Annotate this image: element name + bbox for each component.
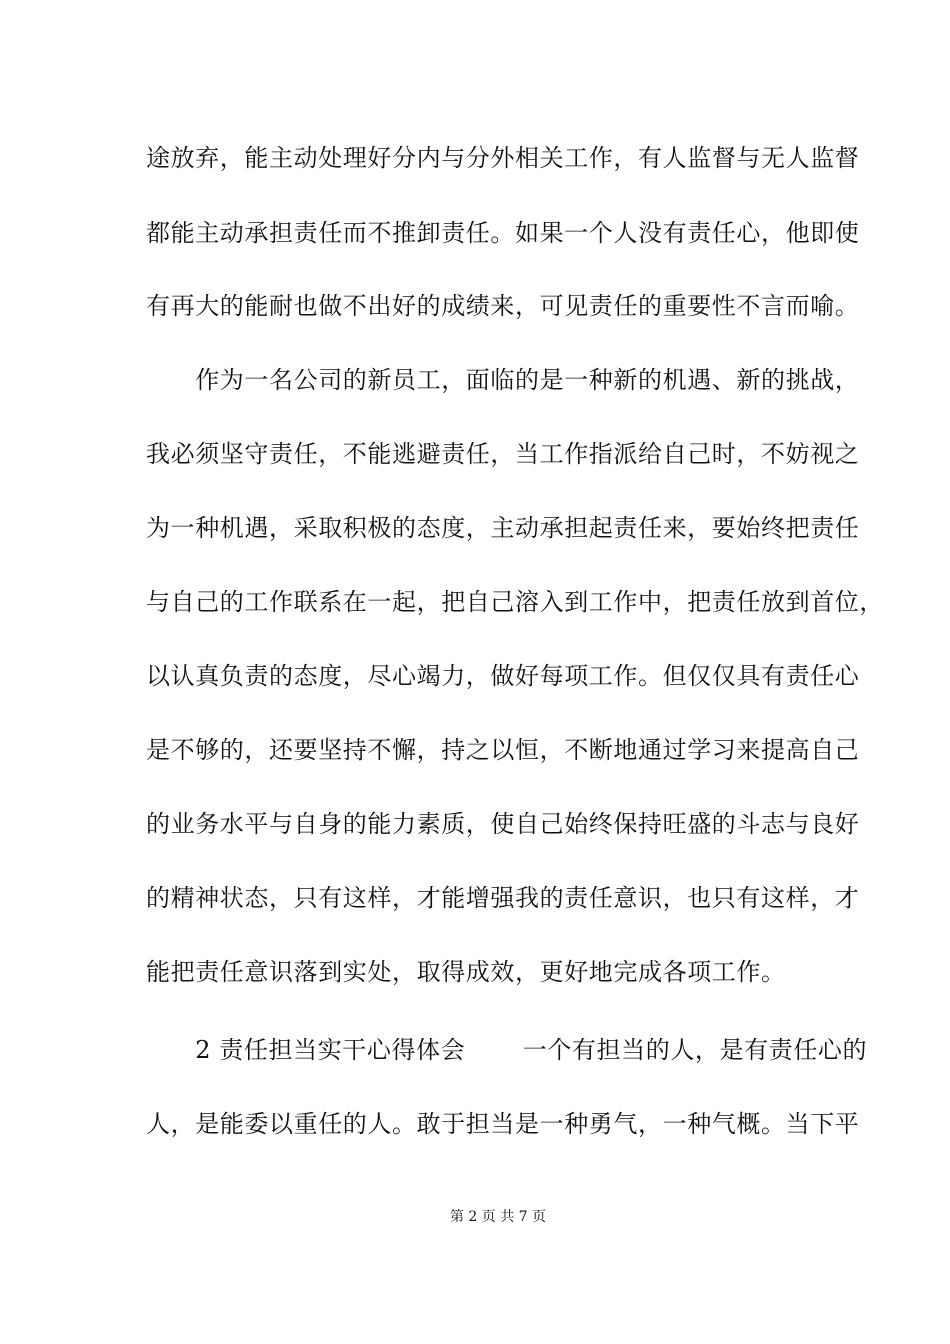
text-line: 人，是能委以重任的人。敢于担当是一种勇气，一种气概。当下平 [146,1110,860,1138]
text-line: 以认真负责的态度，尽心竭力，做好每项工作。但仅仅具有责任心 [146,662,860,690]
text-line: 的精神状态，只有这样，才能增强我的责任意识，也只有这样，才 [146,884,860,912]
text-line: 作为一名公司的新员工，面临的是一种新的机遇、新的挑战， [146,366,860,394]
text-line: 的业务水平与自身的能力素质，使自己始终保持旺盛的斗志与良好 [146,810,860,838]
text-line: 能把责任意识落到实处，取得成效，更好地完成各项工作。 [146,958,786,986]
text-line: 途放弃，能主动处理好分内与分外相关工作，有人监督与无人监督 [146,144,860,172]
text-line: 与自己的工作联系在一起，把自己溶入到工作中，把责任放到首位， [146,588,884,616]
text-line: 2 责任担当实干心得体会 一个有担当的人，是有责任心的 [146,1036,868,1064]
text-line: 我必须坚守责任，不能逃避责任，当工作指派给自己时，不妨视之 [146,440,860,468]
text-line: 是不够的，还要坚持不懈，持之以恒，不断地通过学习来提高自己 [146,736,860,764]
text-line: 有再大的能耐也做不出好的成绩来，可见责任的重要性不言而喻。 [146,292,860,320]
text-line: 为一种机遇，采取积极的态度，主动承担起责任来，要始终把责任 [146,514,860,542]
page-footer: 第 2 页 共 7 页 [449,1209,547,1225]
text-line: 都能主动承担责任而不推卸责任。如果一个人没有责任心，他即使 [146,219,860,247]
